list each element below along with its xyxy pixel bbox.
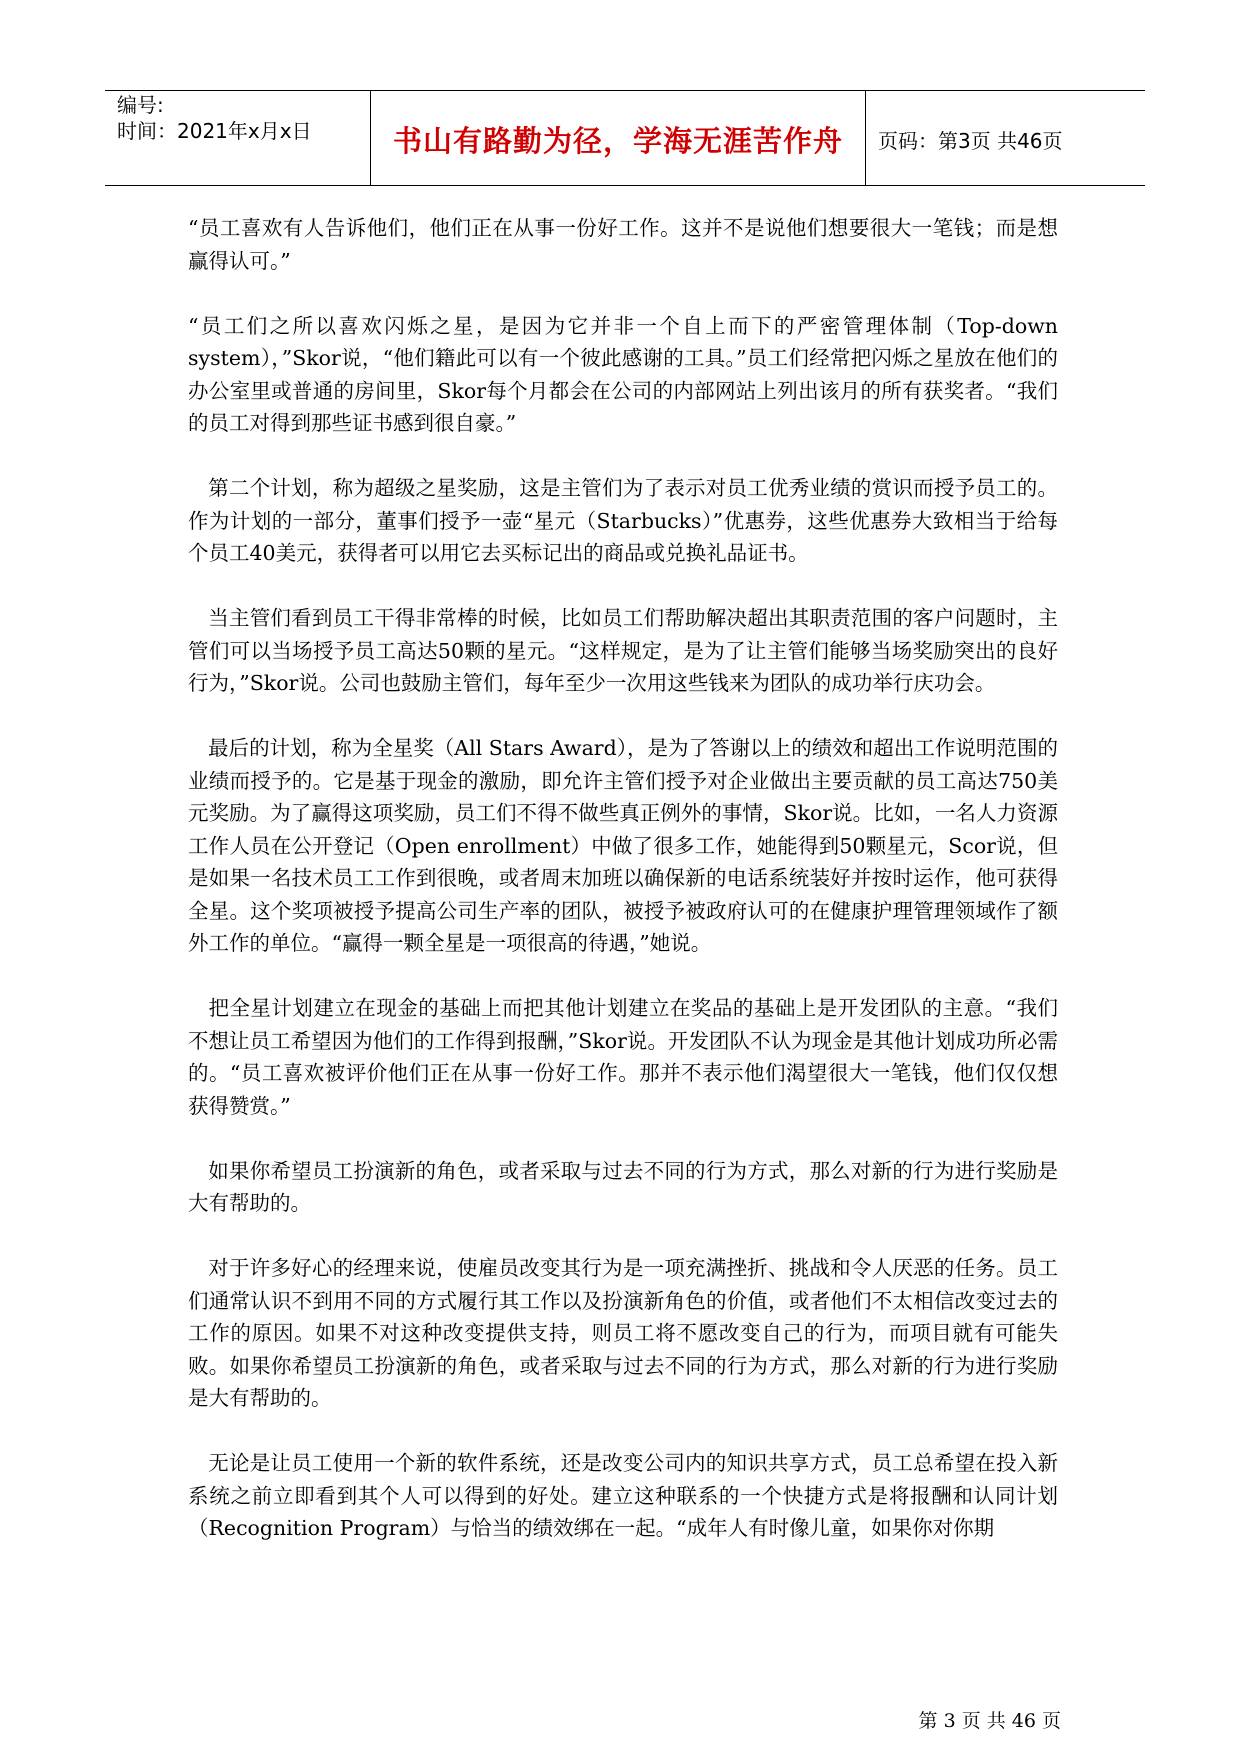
header-motto-cell	[371, 91, 866, 185]
header-meta-cell	[105, 91, 371, 185]
paragraph: 无论是让员工使用一个新的软件系统，还是改变公司内的知识共享方式，员工总希望在投入新系统之前立即看到其个人可以得到的好处。建立这种联系的一个快捷方式是将报酬和认同计划（Recognition Program）与恰当的绩效绑在一起。“成年人有时像儿童，如果你对你期	[188, 1451, 1058, 1540]
paragraph: “员工们之所以喜欢闪烁之星，是因为它并非一个自上而下的严密管理体制（Top-down system），”Skor说，“他们籍此可以有一个彼此感谢的工具。”员工们经常把闪烁之星放在他们的办公室里或普通的房间里，Skor每个月都会在公司的内部网站上列出该月的所有获奖者。“我们的员工对得到那些证书感到很自豪。”	[188, 313, 1058, 435]
paragraph: 最后的计划，称为全星奖（All Stars Award），是为了答谢以上的绩效和超出工作说明范围的业绩而授予的。它是基于现金的激励，即允许主管们授予对企业做出主要贡献的员工高达750美元奖励。为了赢得这项奖励，员工们不得不做些真正例外的事情，Skor说。比如，一名人力资源工作人员在公开登记（Open enrollment）中做了很多工作，她能得到50颗星元，Scor说，但是如果一名技术员工工作到很晚，或者周末加班以确保新的电话系统装好并按时运作，他可获得全星。这个奖项被授予提高公司生产率的团队，被授予被政府认可的在健康护理管理领域作了额外工作的单位。“赢得一颗全星是一项很高的待遇，”她说。	[188, 736, 1058, 955]
paragraph: 把全星计划建立在现金的基础上而把其他计划建立在奖品的基础上是开发团队的主意。“我们不想让员工希望因为他们的工作得到报酬，”Skor说。开发团队不认为现金是其他计划成功所必需的。“员工喜欢被评价他们正在从事一份好工作。那并不表示他们渴望很大一笔钱，他们仅仅想获得赞赏。”	[188, 996, 1058, 1118]
page-footer: 第 3 页 共 46 页	[918, 1710, 1061, 1732]
document-body	[188, 212, 1058, 1577]
document-time-label: 时间：2021年x月x日	[117, 119, 312, 143]
paragraph: 对于许多好心的经理来说，使雇员改变其行为是一项充满挫折、挑战和令人厌恶的任务。员工们通常认识不到用不同的方式履行其工作以及扮演新角色的价值，或者他们不太相信改变过去的工作的原因。如果不对这种改变提供支持，则员工将不愿改变自己的行为，而项目就有可能失败。如果你希望员工扮演新的角色，或者采取与过去不同的行为方式，那么对新的行为进行奖励是大有帮助的。	[188, 1256, 1058, 1410]
header-motto: 书山有路勤为径，学海无涯苦作舟	[392, 124, 843, 158]
header-page-info: 页码：第3页 共46页	[878, 129, 1063, 153]
paragraph: 第二个计划，称为超级之星奖励，这是主管们为了表示对员工优秀业绩的赏识而授予员工的。作为计划的一部分，董事们授予一壶“星元（Starbucks）”优惠券，这些优惠券大致相当于给每个员工40美元，获得者可以用它去买标记出的商品或兑换礼品证书。	[188, 476, 1058, 565]
document-number-label: 编号:	[117, 93, 164, 117]
paragraph: “员工喜欢有人告诉他们，他们正在从事一份好工作。这并不是说他们想要很大一笔钱；而是想赢得认可。”	[188, 216, 1058, 273]
header-page-cell	[866, 91, 1145, 185]
paragraph: 如果你希望员工扮演新的角色，或者采取与过去不同的行为方式，那么对新的行为进行奖励是大有帮助的。	[188, 1158, 1058, 1215]
paragraph: 当主管们看到员工干得非常棒的时候，比如员工们帮助解决超出其职责范围的客户问题时，主管们可以当场授予员工高达50颗的星元。“这样规定，是为了让主管们能够当场奖励突出的良好行为，”Skor说。公司也鼓励主管们，每年至少一次用这些钱来为团队的成功举行庆功会。	[188, 606, 1058, 695]
page-header	[105, 90, 1145, 186]
